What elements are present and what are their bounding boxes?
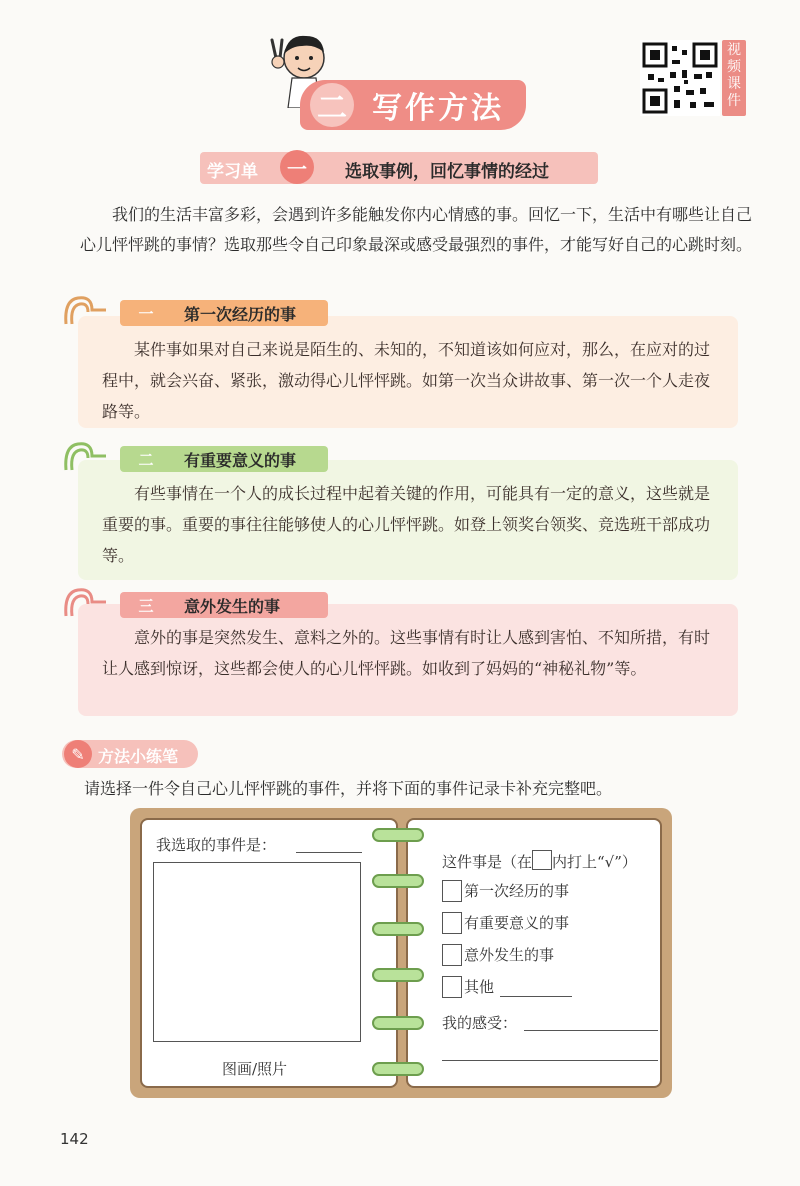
section-1-title: 第一次经历的事 bbox=[184, 304, 297, 324]
photo-caption: 图画/照片 bbox=[222, 1060, 288, 1078]
section-2-number: 二 bbox=[138, 450, 154, 469]
checkbox-instruction bbox=[442, 850, 637, 872]
option-label-1: 第一次经历的事 bbox=[464, 882, 570, 900]
binder-ring-icon bbox=[372, 874, 424, 888]
chapter-title-banner bbox=[300, 80, 526, 130]
binder-ring-icon bbox=[372, 922, 424, 936]
section-1-tag bbox=[120, 300, 328, 326]
feeling-line-1[interactable] bbox=[524, 1030, 658, 1031]
section-2-title: 有重要意义的事 bbox=[184, 450, 297, 470]
study-sheet-number: 一 bbox=[280, 150, 314, 184]
study-sheet-title: 选取事例，回忆事情的经过 bbox=[345, 162, 549, 182]
binder-ring-icon bbox=[372, 1016, 424, 1030]
event-chosen-label: 我选取的事件是： bbox=[156, 836, 277, 854]
binder-clip-icon bbox=[62, 440, 108, 474]
binder-ring-icon bbox=[372, 1062, 424, 1076]
instruction-tail: 内打上“√”） bbox=[552, 853, 637, 871]
other-answer-line[interactable] bbox=[500, 996, 572, 997]
section-2-body: 有些事情在一个人的成长过程中起着关键的作用，可能具有一定的意义，这些就是重要的事。重要的事往往能够使人的心儿怦怦跳。如登上领奖台领奖、竞选班干部成功等。 bbox=[102, 484, 711, 565]
option-checkbox-4[interactable] bbox=[442, 976, 462, 998]
section-3-body: 意外的事是突然发生、意料之外的。这些事情有时让人感到害怕、不知所措，有时让人感到惊讶，这些都会使人的心儿怦怦跳。如收到了妈妈的“神秘礼物”等。 bbox=[102, 628, 711, 678]
page-number: 142 bbox=[60, 1130, 89, 1148]
feeling-line-2[interactable] bbox=[442, 1060, 658, 1061]
option-label-2: 有重要意义的事 bbox=[464, 914, 570, 932]
section-1-number: 一 bbox=[138, 304, 154, 323]
binder-clip-icon bbox=[62, 586, 108, 620]
option-checkbox-2[interactable] bbox=[442, 912, 462, 934]
practice-prompt: 请选择一件令自己心儿怦怦跳的事件，并将下面的事件记录卡补充完整吧。 bbox=[84, 779, 613, 798]
section-3-number: 三 bbox=[138, 596, 154, 615]
section-2-box bbox=[78, 460, 738, 580]
section-2-tag bbox=[120, 446, 328, 472]
chapter-number-badge: 二 bbox=[310, 83, 354, 127]
option-checkbox-1[interactable] bbox=[442, 880, 462, 902]
section-1-body: 某件事如果对自己来说是陌生的、未知的，不知道该如何应对，那么，在应对的过程中，就会兴奋、紧张，激动得心儿怦怦跳。如第一次当众讲故事、第一次一个人走夜路等。 bbox=[102, 340, 711, 421]
event-chosen-line[interactable] bbox=[296, 852, 362, 853]
video-courseware-label[interactable]: 视频课件 bbox=[722, 40, 746, 116]
section-3-tag bbox=[120, 592, 328, 618]
option-checkbox-3[interactable] bbox=[442, 944, 462, 966]
sample-box-icon bbox=[532, 850, 552, 870]
section-3-box bbox=[78, 604, 738, 716]
drawing-photo-frame[interactable] bbox=[153, 862, 361, 1042]
binder-clip-icon bbox=[62, 294, 108, 328]
pen-icon: ✎ bbox=[64, 740, 92, 768]
instruction-head: 这件事是（在 bbox=[442, 853, 533, 871]
option-label-4: 其他 bbox=[464, 978, 495, 996]
study-sheet-label: 学习单 bbox=[207, 162, 258, 182]
section-3-title: 意外发生的事 bbox=[184, 596, 281, 616]
chapter-title: 写作方法 bbox=[372, 91, 504, 126]
intro-paragraph: 我们的生活丰富多彩，会遇到许多能触发你内心情感的事。回忆一下，生活中有哪些让自己心儿怦怦跳的事情？选取那些令自己印象最深或感受最强烈的事件，才能写好自己的心跳时刻。 bbox=[80, 205, 753, 254]
binder-ring-icon bbox=[372, 828, 424, 842]
binder-ring-icon bbox=[372, 968, 424, 982]
qr-code-icon[interactable] bbox=[640, 40, 720, 116]
feeling-label: 我的感受： bbox=[442, 1014, 518, 1032]
section-1-box bbox=[78, 316, 738, 428]
practice-label: 方法小练笔 bbox=[98, 747, 179, 766]
option-label-3: 意外发生的事 bbox=[464, 946, 555, 964]
